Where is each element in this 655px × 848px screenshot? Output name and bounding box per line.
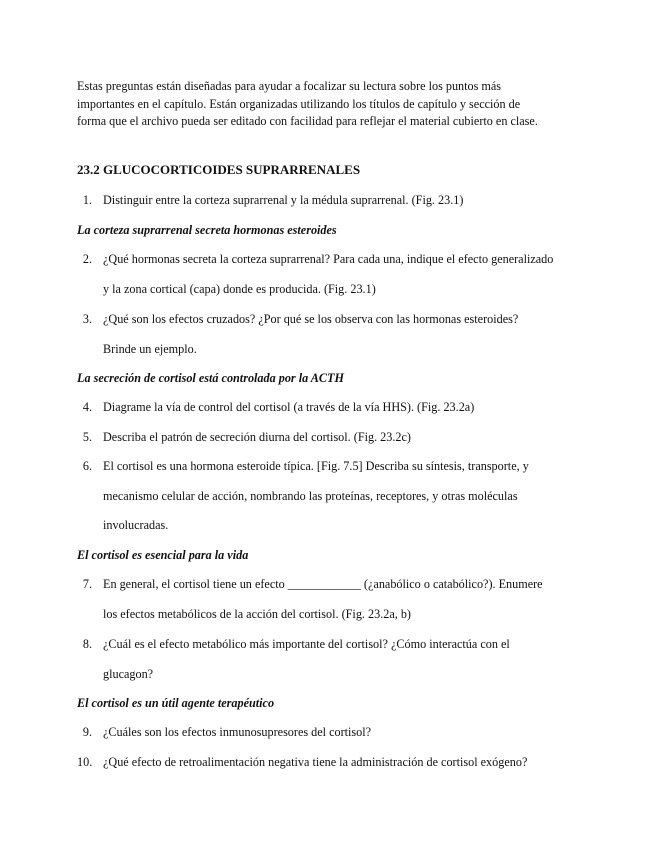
question-text: ¿Cuáles son los efectos inmunosupresores del cortisol? xyxy=(103,725,372,739)
question-number: 7. xyxy=(82,577,92,591)
question-text: El cortisol es una hormona esteroide típica. [Fig. 7.5] Describa su síntesis, transporte, y xyxy=(103,459,529,473)
question-number: 10. xyxy=(77,755,93,769)
section-heading: El cortisol es un útil agente terapéutico xyxy=(77,696,275,710)
question-text: Distinguir entre la corteza suprarrenal y la médula suprarrenal. (Fig. 23.1) xyxy=(103,193,464,207)
section-heading: El cortisol es esencial para la vida xyxy=(77,548,249,562)
question-text: Diagrame la vía de control del cortisol (a través de la vía HHS). (Fig. 23.2a) xyxy=(103,400,475,414)
intro-line: importantes en el capítulo. Están organizadas utilizando los títulos de capítulo y sección de xyxy=(77,96,521,111)
chapter-heading: 23.2 GLUCOCORTICOIDES SUPRARRENALES xyxy=(77,162,361,177)
question-number: 1. xyxy=(82,193,92,207)
question-number: 8. xyxy=(82,637,92,651)
question-text: y la zona cortical (capa) donde es producida. (Fig. 23.1) xyxy=(103,282,376,296)
question-number: 4. xyxy=(82,400,92,414)
question-text: Brinde un ejemplo. xyxy=(103,342,197,356)
question-text: involucradas. xyxy=(103,518,169,532)
question-text: ¿Cuál es el efecto metabólico más importante del cortisol? ¿Cómo interactúa con el xyxy=(103,637,510,651)
question-number: 3. xyxy=(82,312,92,326)
question-number: 2. xyxy=(82,252,92,266)
question-number: 6. xyxy=(82,459,92,473)
intro-paragraph xyxy=(77,78,577,131)
question-number: 5. xyxy=(82,430,92,444)
question-text: En general, el cortisol tiene un efecto ____________ (¿anabólico o catabólico?). Enumere xyxy=(103,577,543,591)
question-text: ¿Qué efecto de retroalimentación negativa tiene la administración de cortisol exógeno? xyxy=(103,755,528,769)
question-number: 9. xyxy=(82,725,92,739)
question-text: mecanismo celular de acción, nombrando las proteínas, receptores, y otras moléculas xyxy=(103,489,518,503)
question-text: los efectos metabólicos de la acción del cortisol. (Fig. 23.2a, b) xyxy=(103,607,411,621)
question-text: ¿Qué son los efectos cruzados? ¿Por qué se los observa con las hormonas esteroides? xyxy=(103,312,519,326)
section-heading: La secreción de cortisol está controlada por la ACTH xyxy=(77,371,344,385)
question-text: glucagon? xyxy=(103,667,154,681)
intro-line: Estas preguntas están diseñadas para ayudar a focalizar su lectura sobre los puntos más xyxy=(77,79,502,93)
question-text: Describa el patrón de secreción diurna del cortisol. (Fig. 23.2c) xyxy=(103,430,411,444)
intro-line: forma que el archivo pueda ser editado con facilidad para reflejar el material cubierto en clase. xyxy=(77,114,538,128)
question-text: ¿Qué hormonas secreta la corteza suprarrenal? Para cada una, indique el efecto generalizado xyxy=(103,252,554,266)
section-heading: La corteza suprarrenal secreta hormonas esteroides xyxy=(77,223,337,237)
